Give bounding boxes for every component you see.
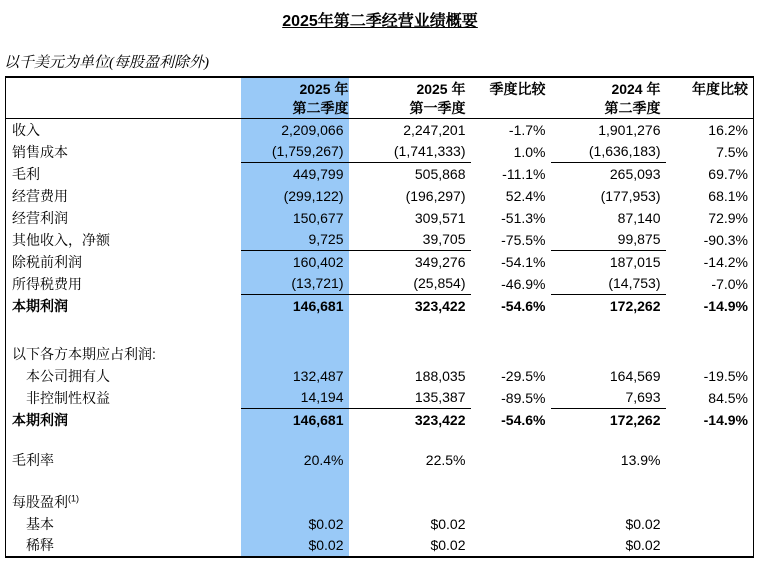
cell-q2-2025: 9,725 [241,229,349,251]
row-label: 经营利润 [12,209,68,226]
spacer-row [6,471,754,491]
row-label: 其他收入，净额 [12,231,110,248]
column-header-empty [6,77,241,119]
column-header-line: 2025 年 [416,81,466,97]
cell-qoq: -54.6% [501,411,546,428]
table-row-cost-of-sales [6,141,754,163]
table-row-operating-expenses [6,185,754,207]
cell-q2-2025: 132,487 [241,365,349,387]
cell-q2-2024: 1,901,276 [598,121,661,138]
row-label: 稀释 [26,537,54,553]
table-row-noncontrolling-interests [6,387,754,409]
cell-qoq: 1.0% [513,143,546,160]
cell-q2-2024: $0.02 [625,515,661,532]
table-row-gross-profit [6,163,754,185]
cell-q2-2024: 172,262 [609,411,661,428]
cell-q1-2025: 349,276 [414,253,466,270]
cell-q1-2025: 2,247,201 [403,121,466,138]
cell-q2-2025: 2,209,066 [241,119,349,141]
cell-q2-2024: 172,262 [609,297,661,314]
cell-yoy [666,535,754,557]
table-row-eps-basic [6,513,754,535]
column-header-line: 2024 年 [611,81,661,97]
cell-qoq: -75.5% [501,231,546,248]
cell-yoy: -19.5% [703,367,748,384]
cell-q2-2025: 20.4% [241,449,349,471]
column-header-yoy: 年度比较 [666,77,754,119]
cell-qoq: -89.5% [501,389,546,406]
row-label: 毛利 [12,165,40,182]
spacer-row [6,317,754,343]
cell-yoy [666,513,754,535]
cell-qoq [471,513,551,535]
table-row-eps-section [6,491,754,513]
cell-qoq: -11.1% [502,165,546,182]
table-row-attributable-section [6,343,754,365]
cell-qoq: -1.7% [508,121,546,138]
cell-yoy: 68.1% [708,187,748,204]
cell-q1-2025: 39,705 [349,229,471,251]
cell-q1-2025 [349,343,471,365]
row-label: 本公司拥有人 [26,367,110,384]
cell-yoy [666,491,754,513]
column-header-line: 第二季度 [292,100,349,116]
column-header-qoq: 季度比较 [471,77,551,119]
cell-q1-2025: 22.5% [425,451,466,468]
table-row-profit-before-tax [6,251,754,273]
table-row-net-profit-total [6,409,754,431]
page-title: 2025年第二季经营业绩概要 [282,13,478,30]
row-label: 经营费用 [12,187,68,204]
cell-yoy: -14.2% [703,253,748,270]
cell-yoy: 69.7% [708,165,748,182]
row-label: 收入 [12,121,40,138]
cell-yoy [666,343,754,365]
cell-q2-2024: 187,015 [609,253,661,270]
row-label: 基本 [26,515,54,532]
cell-q2-2024: 87,140 [617,209,661,226]
cell-q2-2025: (1,759,267) [241,141,349,163]
row-label: 以下各方本期应占利润: [12,345,156,362]
cell-yoy: -14.9% [703,297,748,314]
cell-q2-2024: 7,693 [551,387,666,409]
table-row-other-income [6,229,754,251]
row-label: 所得税费用 [12,275,82,292]
cell-qoq [471,491,551,513]
cell-q1-2025: 309,571 [414,209,466,226]
row-label: 本期利润 [12,411,68,428]
cell-q1-2025: (196,297) [405,187,466,204]
cell-yoy: -90.3% [703,231,748,248]
cell-qoq: -54.1% [501,253,546,270]
cell-q1-2025: 188,035 [414,367,466,384]
cell-q1-2025: 135,387 [349,387,471,409]
cell-qoq [471,535,551,557]
cell-q2-2024 [551,343,666,365]
units-note: 以千美元为单位(每股盈利除外) [4,55,209,71]
cell-qoq: 52.4% [505,187,546,204]
column-header-line: 2025 年 [299,81,349,97]
row-label [6,491,241,513]
row-label: 毛利率 [12,451,54,468]
cell-q2-2025: (299,122) [241,185,349,207]
cell-qoq: -51.3% [501,209,546,226]
cell-q2-2025 [241,343,349,365]
cell-q2-2025: 146,681 [241,409,349,431]
cell-qoq: -29.5% [501,367,546,384]
cell-q2-2024: (1,636,183) [551,141,666,163]
table-row-eps-diluted [6,535,754,557]
cell-q2-2024: 164,569 [609,367,661,384]
cell-yoy: -14.9% [703,411,748,428]
cell-yoy: 84.5% [708,389,748,406]
table-row-net-profit [6,295,754,317]
row-label: 非控制性权益 [26,389,110,406]
cell-yoy: 72.9% [708,209,748,226]
table-row-operating-profit [6,207,754,229]
cell-q2-2024: (177,953) [600,187,661,204]
footnote-marker: (1) [68,492,79,503]
cell-q1-2025 [349,491,471,513]
cell-yoy: 7.5% [716,143,748,160]
column-header-q2-2025 [241,77,349,119]
column-header-q2-2024 [551,77,666,119]
cell-q2-2025 [241,491,349,513]
cell-qoq [471,449,551,471]
cell-q1-2025: 323,422 [414,411,466,428]
cell-yoy [666,449,754,471]
cell-qoq: -54.6% [501,297,546,314]
cell-q2-2025: 14,194 [241,387,349,409]
row-label: 本期利润 [12,297,68,314]
cell-q2-2025: (13,721) [241,273,349,295]
row-label: 销售成本 [12,143,68,160]
financial-summary-table [5,76,754,558]
cell-q2-2025: 150,677 [241,207,349,229]
cell-q2-2024: (14,753) [551,273,666,295]
cell-q2-2024: 265,093 [609,165,661,182]
table-row-income-tax [6,273,754,295]
table-row-gross-margin [6,449,754,471]
cell-q2-2024 [551,491,666,513]
cell-q2-2024: 13.9% [620,451,661,468]
cell-q1-2025: 505,868 [414,165,466,182]
cell-q1-2025: $0.02 [430,515,466,532]
cell-q2-2025: 449,799 [241,163,349,185]
cell-q1-2025: (25,854) [349,273,471,295]
row-label: 除税前利润 [12,253,82,270]
cell-q1-2025: $0.02 [430,537,466,553]
cell-yoy: 16.2% [708,121,748,138]
cell-qoq [471,343,551,365]
cell-q2-2025: 160,402 [241,251,349,273]
cell-q2-2024: 99,875 [551,229,666,251]
column-header-line: 第二季度 [604,100,661,116]
column-header-q1-2025 [349,77,471,119]
cell-q2-2025: 146,681 [241,295,349,317]
table-row-revenue [6,119,754,141]
cell-yoy: -7.0% [711,275,748,292]
eps-label: 每股盈利 [12,493,68,510]
table-row-owners-of-company [6,365,754,387]
cell-q1-2025: 323,422 [414,297,466,314]
cell-q2-2025: $0.02 [241,535,349,557]
spacer-row [6,431,754,449]
cell-q2-2025: $0.02 [241,513,349,535]
cell-q2-2024: $0.02 [625,537,661,553]
table-header-row [6,77,754,119]
column-header-line: 第一季度 [409,100,466,116]
cell-q1-2025: (1,741,333) [349,141,471,163]
cell-qoq: -46.9% [501,275,546,292]
